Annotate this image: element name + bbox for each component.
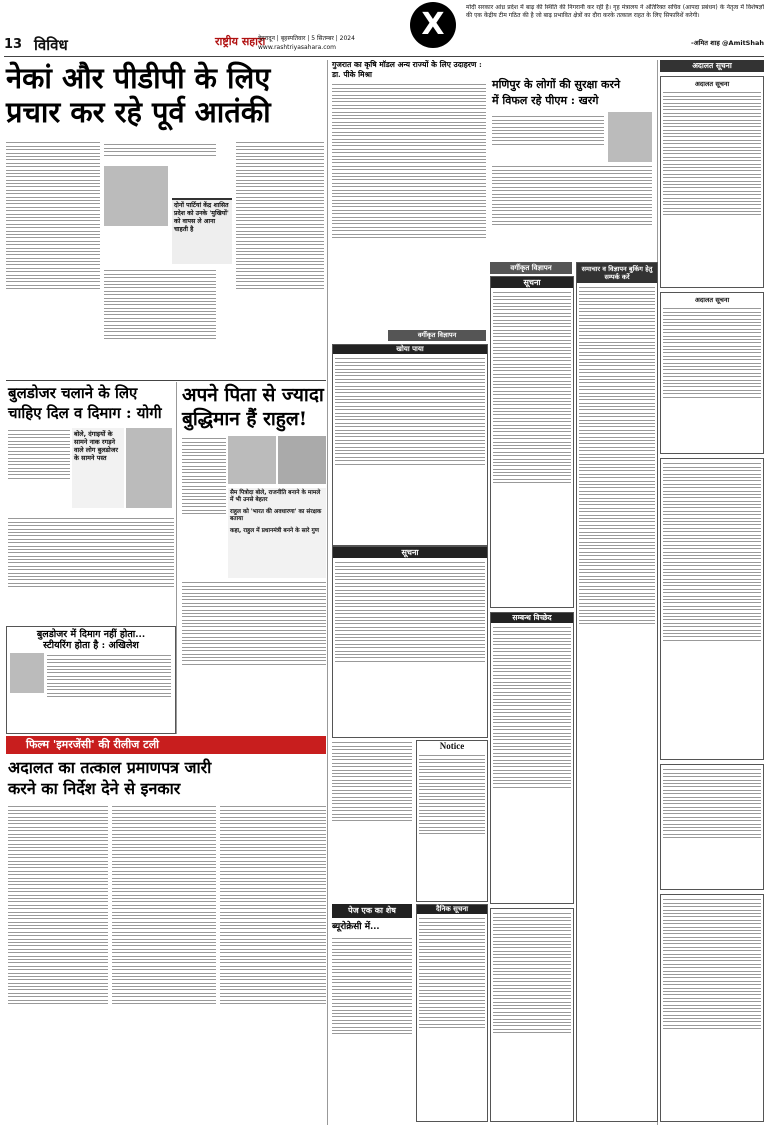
yogi-headline-line2: चाहिए दिल व दिमाग : योगी — [8, 404, 162, 422]
film-banner — [6, 736, 326, 754]
notice-box-1 — [490, 276, 574, 608]
relation-title: सम्बन्ध विच्छेद — [491, 613, 573, 623]
rahul-bullets — [228, 488, 326, 578]
manipur-headline-line2: में विफल रहे पीएम : खरगे — [492, 94, 599, 107]
booking-box — [576, 262, 658, 1122]
class-ads-header-2: वर्गीकृत विज्ञापन — [388, 330, 486, 341]
bureaucrats-body — [332, 936, 412, 1124]
tweet-handle: -अमित शाह @AmitShah — [691, 39, 764, 47]
court-notice-text-2 — [661, 304, 763, 454]
rahul-bullet-3: कहा, राहुल में प्रधानमंत्री बनने के सारे गुण — [230, 527, 319, 534]
notice-text-2 — [333, 558, 487, 736]
yogi-headline-line1: बुलडोजर चलाने के लिए — [8, 384, 138, 402]
section-label: विविध — [34, 36, 68, 54]
emergency-body-col1 — [8, 804, 108, 1124]
tweet-text: मोदी सरकार आंध्र प्रदेश में बाढ़ की स्थिति की निगरानी कर रही है। गृह मंत्रालय ने अंतिरिक्त सचिव (आपदा प्रबंधन) के नेतृत्व में विशेषज्ञों की एक केंद्रीय टीम गठित की है जो बाढ़ प्रभावित क्षेत्रों का दौरा करके तत्काल राहत के लिए सिफारिशें करेगी। — [466, 4, 764, 19]
notice-text-1 — [491, 288, 573, 604]
rahul-headline-line1: अपने पिता से ज्यादा — [182, 384, 324, 406]
court-notice-text-3 — [661, 459, 763, 757]
gujarat-headline: गुजरात का कृषि मॉडल अन्य राज्यों के लिए उदाहरण : डा. पीके मिश्रा — [332, 60, 482, 79]
court-notice-header: अदालत सूचना — [660, 60, 764, 72]
akhilesh-headline-line2: स्टीयरिंग होता है : अखिलेश — [43, 640, 139, 651]
lost-found-box — [332, 344, 488, 546]
rahul-bullet-1: सैम पित्रोदा बोले, राजनीति बनाने के मामले में भी उनसे बेहतर — [230, 490, 321, 504]
pull-quote-text: दोनों पार्टियां केंद्र शासित प्रदेश को उनके 'मुखियों' को वापस ले आना चाहती है — [174, 202, 229, 233]
notice-en-title: Notice — [439, 741, 465, 751]
yogi-body-main — [8, 516, 174, 624]
court-notice-title-1: अदालत सूचना — [694, 80, 730, 88]
yogi-bullet — [72, 428, 124, 508]
paper-logo: राष्ट्रीय सहारा — [215, 35, 266, 48]
page-number: 13 — [4, 37, 23, 52]
lead-body-col2 — [104, 142, 216, 164]
booking-list — [577, 283, 657, 1119]
bureaucrats-headline: ब्यूरोक्रेसी में... — [332, 922, 380, 932]
yogi-rahul-divider — [176, 382, 177, 734]
manipur-photo — [608, 112, 652, 162]
emergency-body-col2 — [112, 804, 216, 1124]
notice-en-text — [417, 751, 487, 899]
page-one-continue-banner — [332, 904, 412, 918]
daily-notice-text — [417, 914, 487, 1118]
manipur-headline-line1: मणिपुर के लोगों की सुरक्षा करने — [492, 78, 621, 91]
dateline: देहरादून | बृहस्पतिवार | 5 सितम्बर | 2024 — [258, 35, 355, 42]
yogi-top-rule — [6, 380, 326, 381]
relation-text — [491, 623, 573, 901]
notice-en-box — [416, 740, 488, 902]
col-divider-1 — [327, 60, 328, 1125]
rahul-photo-2 — [278, 436, 326, 484]
booking-title: समाचार व विज्ञापन बुकिंग हेतु सम्पर्क करें — [577, 263, 657, 283]
daily-notice-title: दैनिक सूचना — [417, 905, 487, 914]
rahul-photo-1 — [228, 436, 276, 484]
court-notice-text-1 — [661, 88, 763, 288]
emergency-headline-line1: अदालत का तत्काल प्रमाणपत्र जारी — [8, 758, 212, 777]
notice-box-3 — [490, 908, 574, 1122]
lost-found-text — [333, 354, 487, 542]
lead-headline-line1: नेकां और पीडीपी के लिए — [6, 61, 271, 95]
lead-photo — [104, 166, 168, 226]
notice-box-2 — [332, 546, 488, 738]
masthead-rule — [4, 56, 414, 57]
notice-title-1: सूचना — [491, 277, 573, 288]
emergency-headline-line2: करने का निर्देश देने से इनकार — [8, 779, 181, 798]
court-notice-block-2 — [660, 292, 764, 454]
manipur-body — [492, 114, 604, 164]
yogi-photo — [126, 428, 172, 508]
notice-text-3 — [491, 909, 573, 1119]
lead-pull-quote — [172, 198, 232, 264]
lead-body-col3 — [236, 140, 324, 376]
yogi-bullet-text: बोले, दंगाइयों के सामने नाक रगड़ने वाले लोग बुलडोजर के सामने पस्त — [74, 430, 118, 462]
film-banner-text: फिल्म 'इमरजेंसी' की रीलीज टली — [26, 738, 160, 751]
daily-notice-box — [416, 904, 488, 1122]
tweet-rule — [414, 56, 764, 57]
lost-found-title: खोया पाया — [333, 345, 487, 354]
court-notice-block-5 — [660, 894, 764, 1122]
rahul-bullet-2: राहुल को 'भारत की अवधारणा' का संरक्षक बताया — [230, 508, 322, 523]
class-ads-header: वर्गीकृत विज्ञापन — [490, 262, 572, 274]
website: www.rashtriyasahara.com — [258, 44, 337, 51]
akhilesh-box — [6, 626, 176, 734]
emergency-body-col3 — [220, 804, 326, 1124]
akhilesh-text — [47, 653, 171, 729]
rahul-body-main — [182, 580, 326, 732]
lead-body-col2b — [104, 268, 216, 376]
page-one-continue-text: पेज एक का शेष — [348, 906, 396, 915]
lead-headline-line2: प्रचार कर रहे पूर्व आतंकी — [6, 95, 271, 129]
rahul-body-left — [182, 436, 226, 578]
lead-body-col1 — [6, 140, 100, 376]
x-logo-icon: X — [410, 2, 456, 48]
court-notice-title-2: अदालत सूचना — [694, 296, 730, 304]
rahul-headline-line2: बुद्धिमान हैं राहुल! — [182, 408, 308, 430]
akhilesh-headline-line1: बुलडोजर में दिमाग नहीं होता... — [36, 629, 146, 640]
center-story-body — [332, 740, 412, 900]
gujarat-body — [332, 82, 486, 328]
court-notice-text-4 — [661, 765, 763, 887]
akhilesh-photo — [10, 653, 44, 693]
yogi-body-left — [8, 428, 70, 514]
court-notice-text-5 — [661, 895, 763, 1119]
court-notice-block-3 — [660, 458, 764, 760]
manipur-body-2 — [492, 164, 652, 260]
notice-title-2: सूचना — [333, 547, 487, 558]
court-notice-block-4 — [660, 764, 764, 890]
court-notice-block-1 — [660, 76, 764, 288]
relation-box — [490, 612, 574, 904]
